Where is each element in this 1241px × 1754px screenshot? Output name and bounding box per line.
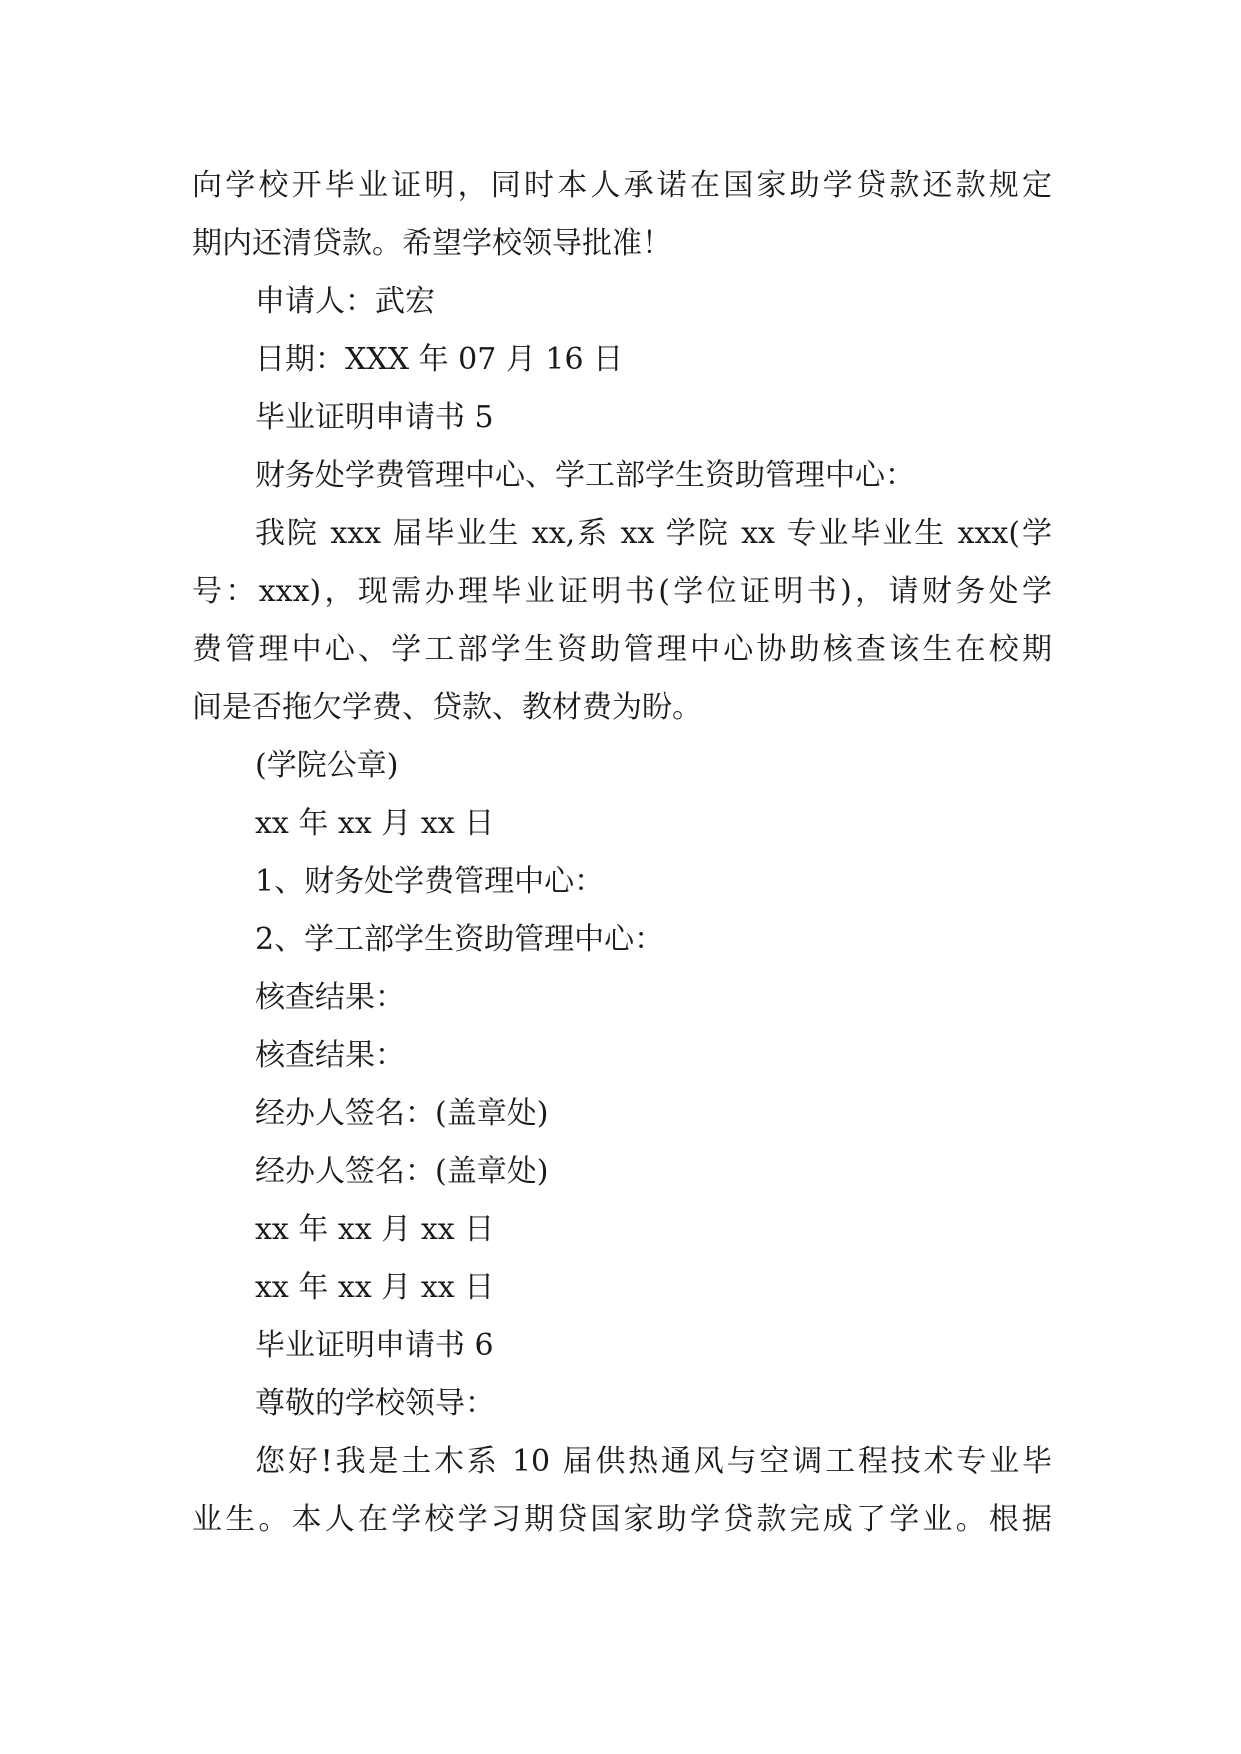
document-body (192, 157, 1052, 1549)
text-line: 我院 xxx 届毕业生 xx,系 xx 学院 xx 专业毕业生 xxx(学 (255, 516, 1052, 551)
text-line: 核查结果： (255, 1038, 405, 1073)
text-line: 间是否拖欠学费、贷款、教材费为盼。 (192, 690, 702, 725)
text-line: xx 年 xx 月 xx 日 (255, 1270, 495, 1305)
text-line: 1、财务处学费管理中心： (255, 864, 605, 899)
text-line: 您好!我是土木系 10 届供热通风与空调工程技术专业毕 (255, 1444, 1052, 1479)
text-line: 毕业证明申请书 5 (255, 400, 494, 435)
text-line: 费管理中心、学工部学生资助管理中心协助核查该生在校期 (192, 632, 1052, 667)
text-line: xx 年 xx 月 xx 日 (255, 806, 495, 841)
text-line: xx 年 xx 月 xx 日 (255, 1212, 495, 1247)
text-line: 尊敬的学校领导： (255, 1386, 495, 1421)
text-line: (学院公章) (255, 748, 399, 783)
text-line: 申请人：武宏 (255, 284, 435, 319)
text-line: 向学校开毕业证明，同时本人承诺在国家助学贷款还款规定 (192, 168, 1052, 203)
text-line: 业生。本人在学校学习期贷国家助学贷款完成了学业。根据 (192, 1502, 1052, 1537)
text-line: 日期：XXX 年 07 月 16 日 (255, 342, 624, 377)
text-line: 期内还清贷款。希望学校领导批准！ (192, 226, 672, 261)
text-line: 毕业证明申请书 6 (255, 1328, 494, 1363)
text-line: 经办人签名：(盖章处) (255, 1096, 549, 1131)
text-line: 核查结果： (255, 980, 405, 1015)
text-line: 2、学工部学生资助管理中心： (255, 922, 665, 957)
text-line: 财务处学费管理中心、学工部学生资助管理中心： (255, 458, 915, 493)
text-line: 经办人签名：(盖章处) (255, 1154, 549, 1189)
text-line: 号：xxx)，现需办理毕业证明书(学位证明书)，请财务处学 (192, 574, 1052, 609)
